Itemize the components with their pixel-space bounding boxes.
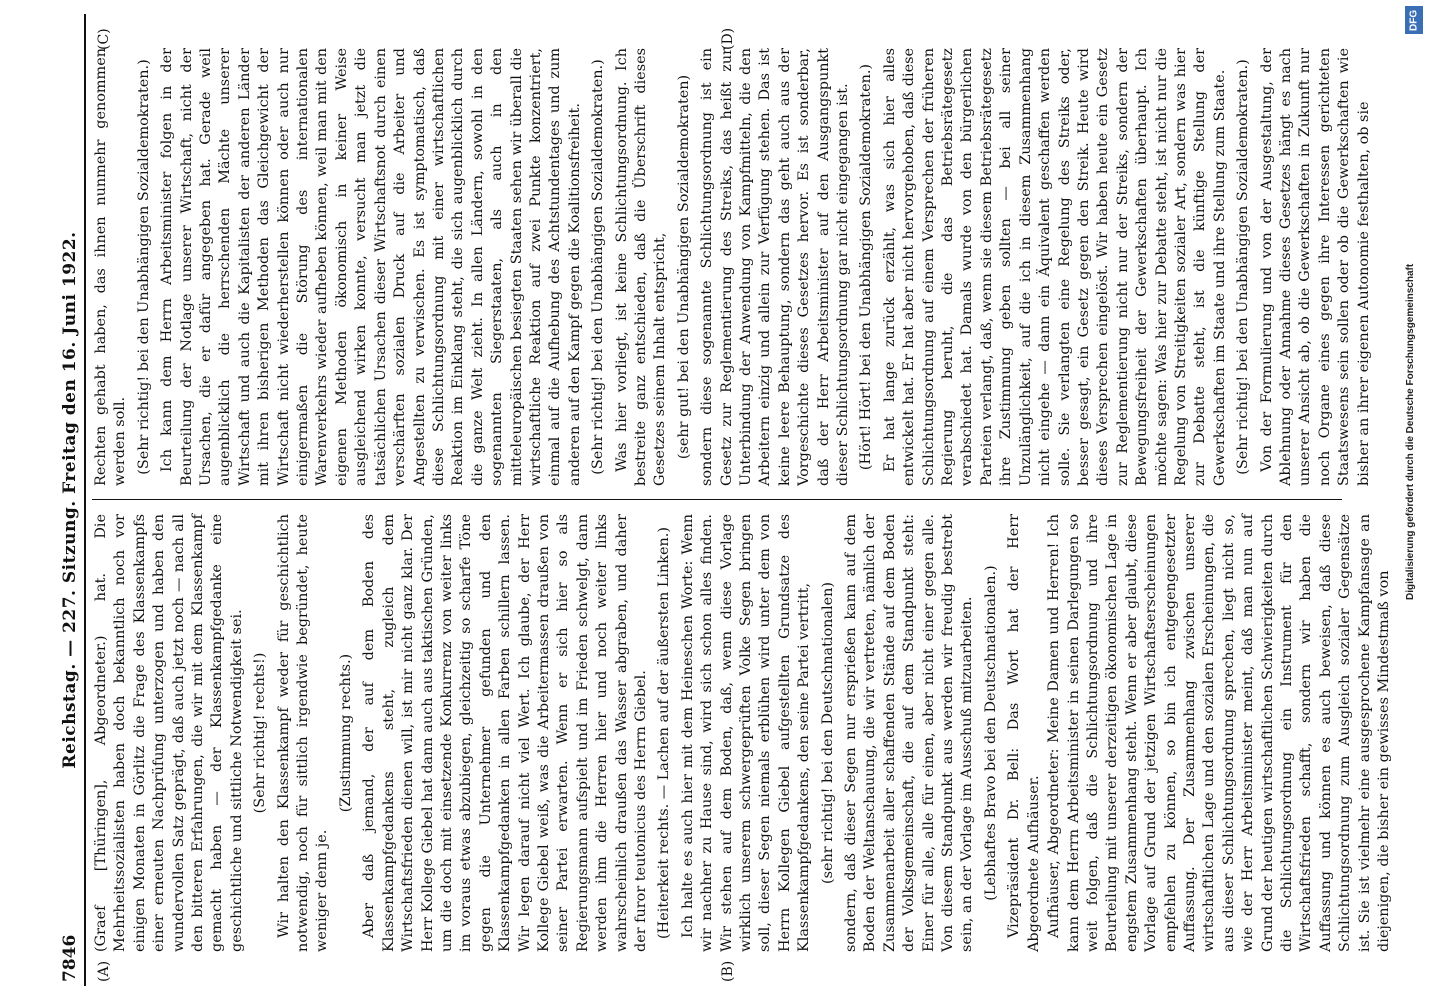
page-number: 7846 [60,934,80,982]
paragraph: Aufhäuser, Abgeordneter: Meine Damen und Herren! Ich kann dem Herrn Arbeitsminister in seinen Darlegungen so weit folgen, daß die Schlichtungsordnung und ihre Beurteilung mit unserer derzeitigen ökonomischen Lage in engstem Zusammenhang steht. Wenn er aber glaubt, diese Vorlage auf Grund der jetzigen Wirtschaftserscheinungen empfehlen zu können, so bin ich entgegengesetzter Auffassung. Der Zusammenhang zwischen unserer wirtschaftlichen Lage und den sozialen Erscheinungen, die aus dieser Schlichtungsordnung sprechen, liegt nicht so, wie der Herr Arbeitsminister meint, daß man nun auf Grund der heutigen wirtschaftlichen Schwierigkeiten durch die Schlichtungsordnung ein Instrument für den Wirtschaftsfrieden schafft, sondern wir haben die Auffassung und können es auch beweisen, daß diese Schlichtungsordnung zum Ausgleich sozialer Gegensätze ist. Sie ist vielmehr eine ausgesprochene Kampfansage an diejenigen, die bisher ein gewisses Mindestmaß von [1046,514,1392,952]
page-header [54,14,86,986]
interjection: (Sehr richtig! rechts!) [252,652,269,814]
margin-mark-a: (A) [96,960,112,982]
digitization-credit: Digitalisierung gefördert durch die Deutsche Forschungsgemeinschaft [1405,263,1416,600]
interjection: (sehr gut! bei den Unabhängigen Sozialdemokraten) [675,74,692,460]
interjection: (Sehr richtig! bei den Unabhängigen Sozialdemokraten.) [1235,59,1252,475]
paragraph: Ich kann dem Herrn Arbeitsminister folgen in der Beurteilung der Notlage unserer Wirtschaft, nicht der Ursachen, die er dafür angegeben hat. Gerade weil augenblicklich die herrschenden Mächte unserer Wirtschaft und auch die Kapitalisten der anderen Länder mit ihren bisherigen Methoden das Gleichgewicht der Wirtschaft nicht wiederherstellen können oder auch nur einigermaßen die Störung des internationalen Warenverkehrs wieder aufheben können, weil man mit den eigenen Methoden ökonomisch in keiner Weise ausgleichend wirken konnte, versucht man jetzt die tatsächlichen Ursachen dieser Wirtschaftsnot durch einen verschärften sozialen Druck auf die Arbeiter und Angestellten zu verwischen. Es ist symptomatisch, daß diese Schlichtungsordnung mit einer wirtschaftlichen Reaktion im Einklang steht, die sich augenblicklich durch die ganze Welt zieht. In allen Ländern, sowohl in den sogenannten Siegerstaaten, als auch in den mitteleuropäischen besiegten Staaten sehen wir überall die wirtschaftliche Reaktion auf zwei Punkte konzentriert, einmal auf die Aufhebung des Achtstundentages und zum anderen auf den Kampf gegen die Koalitionsfreiheit. [159,48,583,486]
paragraph: Ich halte es auch hier mit dem Heineschen Worte: Wenn wir nachher zu Hause sind, wird sich schon alles finden. Wir stehen auf dem Boden, daß, wenn diese Vorlage wirklich unserem schwergeprüften Volke Segen bringen soll, dieser Segen niemals erblühen wird unter dem von Herrn Kollegen Giebel aufgestellten Grundsatze des Klassenkampfgedankens, den seine Partei vertritt, [679,514,813,952]
margin-mark-b: (B) [720,960,736,982]
running-head: Reichstag. — 227. Sitzung. Freitag den 16. Juni 1922. [60,231,80,769]
paragraph: sondern, daß dieser Segen nur ersprießen kann auf dem Boden der Weltanschauung, die wir vertreten, nämlich der Zusammenarbeit aller schaffenden Stände auf dem Boden der Volksgemeinschaft, die auf dem Standpunkt steht: Einer für alle, alle für einen, aber nicht einer gegen alle. Von diesem Standpunkt aus werden wir freudig bestrebt sein, an der Vorlage im Ausschuß mitzuarbeiten. [843,514,976,952]
text-column-left [92,514,1392,952]
margin-mark-c: (C) [96,28,112,50]
text-column-right [92,48,1372,486]
interjection: (Heiterkeit rechts. — Lachen auf der äußersten Linken.) [656,527,673,939]
interjection: (Sehr richtig! bei den Unabhängigen Sozialdemokraten.) [135,59,152,475]
paragraph: Von der Formulierung und von der Ausgestaltung, der Ablehnung oder Annahme dieses Gesetzes hängt es nach unserer Ansicht ab, ob die Gewerkschaften in Zukunft nur noch Organe eines gegen ihre Interessen gerichteten Staatswesens sein sollen oder ob die Gewerkschaften wie bisher an ihrer eigenen Autonomie festhalten, ob sie [1258,48,1372,486]
interjection: (sehr richtig! bei den Deutschnationalen) [819,581,836,885]
paragraph: sondern diese sogenannte Schlichtungsordnung ist ein Gesetz zur Reglementierung des Streiks, das heißt zur Unterbindung der Anwendung von Kampfmitteln, die den Arbeitern einzig und allein zur Verfügung stehen. Das ist keine leere Behauptung, sondern das geht auch aus der Vorgeschichte dieses Gesetzes hervor. Es ist sonderbar, daß der Herr Arbeitsminister auf den Ausgangspunkt dieser Schlichtungsordnung gar nicht eingegangen ist. [699,48,852,486]
paragraph: Er hat lange zurück erzählt, was sich hier alles entwickelt hat. Er hat aber nicht hervorgehoben, daß diese Schlichtungsordnung auf einem Versprechen der früheren Regierung beruht, die das Betriebsrätegesetz verabschiedet hat. Damals wurde von den bürgerlichen Parteien verlangt, daß, wenn sie diesem Betriebsrätegesetz ihre Zustimmung geben sollten — bei all seiner Unzulänglichkeit, auf die ich in diesem Zusammenhang nicht eingehe — dann ein Äquivalent geschaffen werden solle. Sie verlangten eine Regelung des Streiks oder, besser gesagt, ein Gesetz gegen den Streik. Heute wird dieses Versprechen eingelöst. Wir haben heute ein Gesetz zur Reglementierung nicht nur der Streiks, sondern der Bewegungsfreiheit der Gewerkschaften überhaupt. Ich möchte sagen: Was hier zur Debatte steht, ist nicht nur die Regelung von Streitigkeiten sozialer Art, sondern was hier zur Debatte steht, ist die künftige Stellung der Gewerkschaften im Staate und ihre Stellung zum Staate. [881,48,1228,486]
digitization-rail [1402,0,1430,1000]
dfg-logo: DFG [1405,6,1423,34]
paragraph: Vizepräsident Dr. Bell: Das Wort hat der Herr Abgeordnete Aufhäuser. [1006,514,1042,952]
paragraph: Wir halten den Klassenkampf weder für geschichtlich notwendig, noch für sittlich irgendwie begründet, heute weniger denn je. [275,514,331,952]
paragraph: Rechten gehabt haben, das ihnen nunmehr genommen werden soll. [93,48,129,486]
column-divider [92,499,1342,500]
paragraph: Was hier vorliegt, ist keine Schlichtungsordnung. Ich bestreite ganz entschieden, daß die Überschrift dieses Gesetzes seinem Inhalt entspricht, [613,48,669,486]
paragraph: (Graef [Thüringen], Abgeordneter.) hat. Die Mehrheitssozialisten haben doch bekanntlich noch vor einigen Monaten in Görlitz die Frage des Klassenkampfs einer erneuten Nachprüfung unterzogen und haben den wundervollen Satz geprägt, daß auch jetzt noch — nach all den bitteren Erfahrungen, die wir mit dem Klassenkampf gemacht haben — der Klassenkampfgedanke eine geschichtliche und sittliche Notwendigkeit sei. [93,514,245,952]
interjection: (Lebhaftes Bravo bei den Deutschnationalen.) [982,565,999,901]
interjection: (Zustimmung rechts.) [337,653,354,813]
margin-mark-d: (D) [720,27,736,50]
interjection: (Sehr richtig! bei den Unabhängigen Sozialdemokraten.) [590,59,607,475]
interjection: (Hört! Hört! bei den Unabhängigen Sozialdemokraten.) [858,63,875,471]
paragraph: Aber daß jemand, der auf dem Boden des Klassenkampfgedankens steht, zugleich dem Wirtschaftsfrieden dienen will, ist mir nicht ganz klar. Der Herr Kollege Giebel hat dann auch aus taktischen Gründen, um die doch mit einsetzende Konkurrenz von weiter links im voraus etwas abzubiegen, gleichzeitig so scharfe Töne gegen die Unternehmer gefunden und den Klassenkampfgedanken in allen Farben schillern lassen. Wir legen darauf nicht viel Wert. Ich glaube, der Herr Kollege Giebel weiß, was die Arbeitermassen draußen von seiner Partei erwarten. Wenn er sich hier so als Regierungsmann aufspielt und im Frieden schwelgt, dann werden ihm die Herren hier und noch weiter links wahrscheinlich draußen das Wasser abgraben, und daher der furor teutonicus des Herrn Giebel. [361,514,649,952]
